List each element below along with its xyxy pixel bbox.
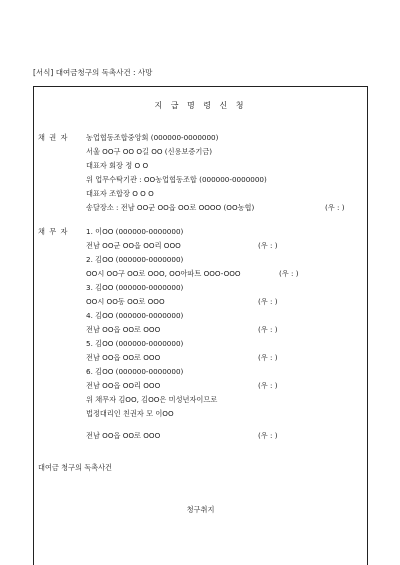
creditor-agency-rep: 대표자 조합장 O O O bbox=[86, 189, 154, 198]
debtor-3-zip: (우 : ) bbox=[258, 297, 278, 306]
guardian-address: 전남 OO읍 OO로 OOO bbox=[86, 431, 161, 440]
document-title: 지 급 명 령 신 청 bbox=[154, 101, 247, 110]
debtor-5-zip: (우 : ) bbox=[258, 353, 278, 362]
debtor-3-address: OO시 OO동 OO로 OOO bbox=[86, 297, 165, 306]
creditor-zip: (우 : ) bbox=[325, 203, 345, 212]
debtor-5-address: 전남 OO읍 OO로 OOO bbox=[86, 353, 161, 362]
debtor-4-name: 4. 김OO (000000-0000000) bbox=[86, 311, 184, 320]
document-frame bbox=[33, 86, 368, 565]
debtor-1-name: 1. 이OO (000000-0000000) bbox=[86, 227, 184, 236]
creditor-representative: 대표자 회장 정 O O bbox=[86, 161, 149, 170]
guardian-zip: (우 : ) bbox=[258, 431, 278, 440]
debtor-4-address: 전남 OO읍 OO로 OOO bbox=[86, 325, 161, 334]
debtor-6-name: 6. 김OO (000000-0000000) bbox=[86, 367, 184, 376]
debtor-4-zip: (우 : ) bbox=[258, 325, 278, 334]
case-name: 대여금 청구의 독촉사건 bbox=[38, 463, 113, 472]
debtor-6-zip: (우 : ) bbox=[258, 381, 278, 390]
debtor-1-address: 전남 OO군 OO읍 OO리 OOO bbox=[86, 241, 181, 250]
creditor-name: 농업협동조합중앙회 (000000-0000000) bbox=[86, 133, 219, 142]
form-label: [서식] 대여금청구의 독촉사건 : 사망 bbox=[33, 68, 153, 77]
creditor-address: 서울 OO구 OO O길 OO (신용보증기금) bbox=[86, 147, 213, 156]
debtor-label: 채 무 자 bbox=[38, 227, 69, 236]
debtor-2-address: OO시 OO구 OO로 OOO, OO아파트 OOO-OOO bbox=[86, 269, 241, 278]
debtor-2-name: 2. 김OO (000000-0000000) bbox=[86, 255, 184, 264]
debtor-5-name: 5. 김OO (000000-0000000) bbox=[86, 339, 184, 348]
creditor-service-address: 송달장소 : 전남 OO군 OO읍 OO로 OOOO (OO농협) bbox=[86, 203, 255, 212]
debtor-3-name: 3. 김OO (000000-0000000) bbox=[86, 283, 184, 292]
debtor-6-address: 전남 OO읍 OO리 OOO bbox=[86, 381, 161, 390]
creditor-label: 채 권 자 bbox=[38, 133, 69, 142]
guardian-line: 법정대리인 친권자 모 이OO bbox=[86, 409, 174, 418]
minor-note: 위 채무자 김OO, 김OO은 미성년자이므로 bbox=[86, 395, 218, 404]
creditor-agency: 위 업무수탁기관 : OO농업협동조합 (000000-0000000) bbox=[86, 175, 267, 184]
claim-purpose-heading: 청구취지 bbox=[186, 505, 215, 514]
debtor-2-zip: (우 : ) bbox=[279, 269, 299, 278]
debtor-1-zip: (우 : ) bbox=[258, 241, 278, 250]
